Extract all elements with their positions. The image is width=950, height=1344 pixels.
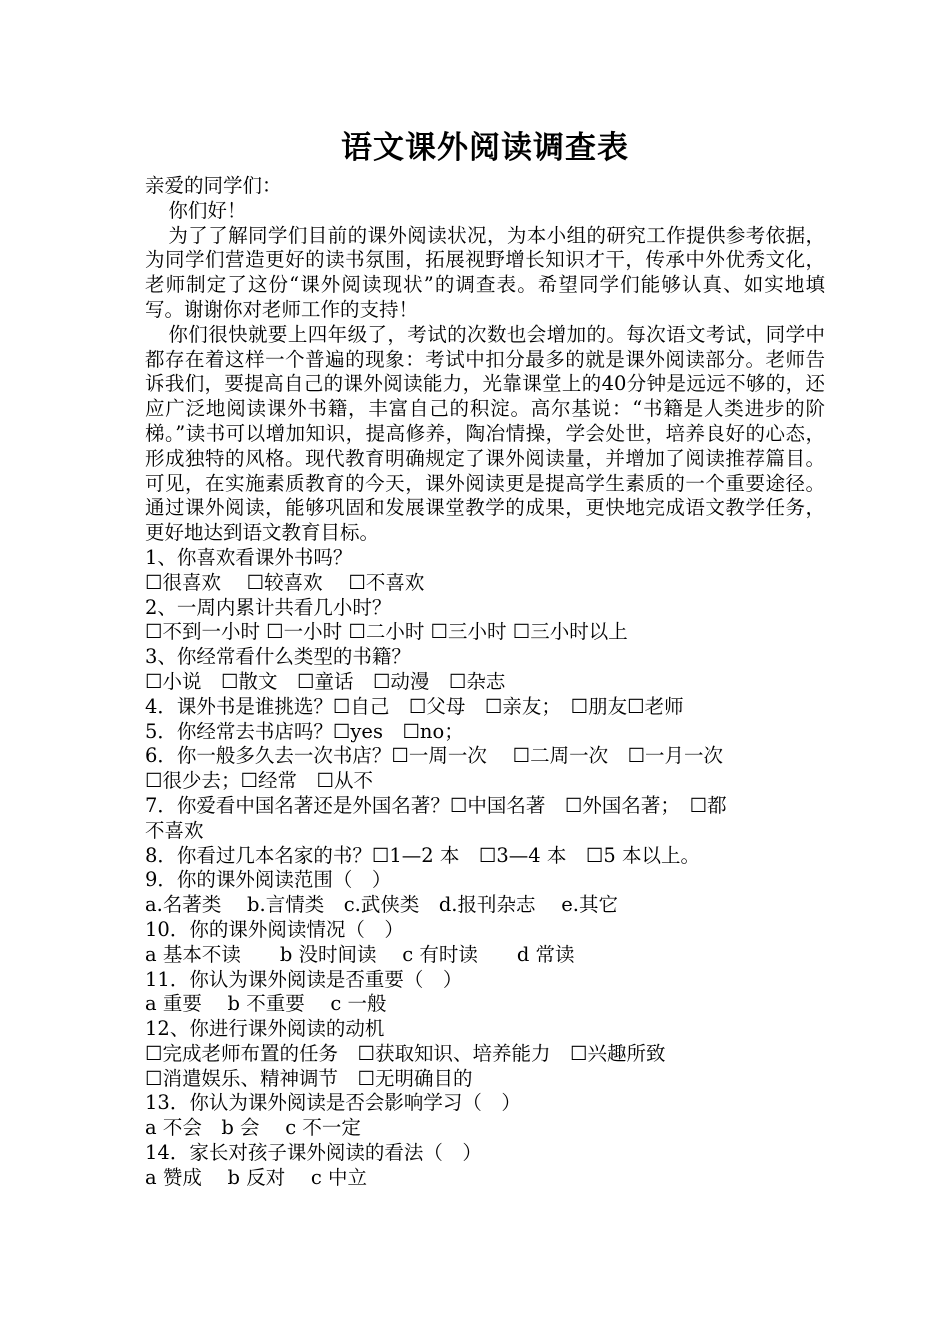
- question-3: 3、你经常看什么类型的书籍？: [145, 645, 411, 669]
- question-9: 9．你的课外阅读范围（ ）: [145, 868, 392, 892]
- question-1: 1、你喜欢看课外书吗？: [145, 545, 353, 569]
- question-5[interactable]: 5．你经常去书店吗？☐yes ☐no；: [145, 719, 464, 743]
- question-4[interactable]: 4．课外书是谁挑选？☐自己 ☐父母 ☐亲友； ☐朋友☐老师: [145, 694, 684, 718]
- survey-document: [145, 128, 825, 1191]
- greeting: 亲爱的同学们：: [145, 174, 282, 197]
- question-1-options[interactable]: ☐很喜欢 ☐较喜欢 ☐不喜欢: [145, 570, 425, 594]
- question-7-cont: 不喜欢: [145, 818, 204, 842]
- question-3-options[interactable]: ☐小说 ☐散文 ☐童话 ☐动漫 ☐杂志: [145, 669, 506, 693]
- question-14-options: a 赞成 b 反对 c 中立: [145, 1165, 368, 1189]
- question-10-options: a 基本不读 b 没时间读 c 有时读 d 常读: [145, 942, 575, 966]
- question-9-options: a.名著类 b.言情类 c.武侠类 d.报刊杂志 e.其它: [145, 893, 618, 917]
- question-11: 11．你认为课外阅读是否重要（ ）: [145, 967, 463, 991]
- question-12-options-1[interactable]: ☐完成老师布置的任务 ☐获取知识、培养能力 ☐兴趣所致: [145, 1041, 666, 1065]
- question-13-options: a 不会 b 会 c 不一定: [145, 1116, 361, 1140]
- intro-paragraph-2: 你们很快就要上四年级了，考试的次数也会增加的。每次语文考试，同学中都存在着这样一个普遍的现象：考试中扣分最多的就是课外阅读部分。老师告诉我们，要提高自己的课外阅读能力，光靠课堂上的40分钟是远远不够的，还应广泛地阅读课外书籍，丰富自己的积淀。高尔基说：“书籍是人类进步的阶梯。”读书可以增加知识，提高修养，陶冶情操，学会处世，培养良好的心态，形成独特的风格。现代教育明确规定了课外阅读量，并增加了阅读推荐篇目。可见，在实施素质教育的今天，课外阅读更是提高学生素质的一个重要途径。通过课外阅读，能够巩固和发展课堂教学的成果，更快地完成语文教学任务，更好地达到语文教育目标。: [145, 322, 825, 545]
- question-2: 2、一周内累计共看几小时？: [145, 595, 392, 619]
- question-7[interactable]: 7．你爱看中国名著还是外国名著？☐中国名著 ☐外国名著； ☐都: [145, 793, 727, 817]
- question-8[interactable]: 8．你看过几本名家的书？☐1—2 本 ☐3—4 本 ☐5 本以上。: [145, 843, 700, 867]
- hello-line: 你们好！: [168, 198, 247, 222]
- intro-paragraph-1: 为了了解同学们目前的课外阅读状况，为本小组的研究工作提供参考依据，为同学们营造更好的读书氛围，拓展视野增长知识才干，传承中外优秀文化，老师制定了这份“课外阅读现状”的调查表。希望同学们能够认真、如实地填写。谢谢你对老师工作的支持！: [145, 223, 825, 321]
- question-10: 10．你的课外阅读情况（ ）: [145, 917, 404, 941]
- question-12: 12、你进行课外阅读的动机: [145, 1017, 385, 1041]
- question-6-options-cont[interactable]: ☐很少去；☐经常 ☐从不: [145, 769, 373, 793]
- question-2-options[interactable]: ☐不到一小时 ☐一小时 ☐二小时 ☐三小时 ☐三小时以上: [145, 620, 628, 644]
- question-14: 14．家长对孩子课外阅读的看法（ ）: [145, 1141, 482, 1165]
- page-title: 语文课外阅读调查表: [341, 130, 629, 166]
- question-12-options-2[interactable]: ☐消遣娱乐、精神调节 ☐无明确目的: [145, 1066, 473, 1090]
- question-13: 13．你认为课外阅读是否会影响学习（ ）: [145, 1091, 521, 1115]
- question-11-options: a 重要 b 不重要 c 一般: [145, 992, 387, 1016]
- question-6[interactable]: 6．你一般多久去一次书店？☐一周一次 ☐二周一次 ☐一月一次: [145, 744, 724, 768]
